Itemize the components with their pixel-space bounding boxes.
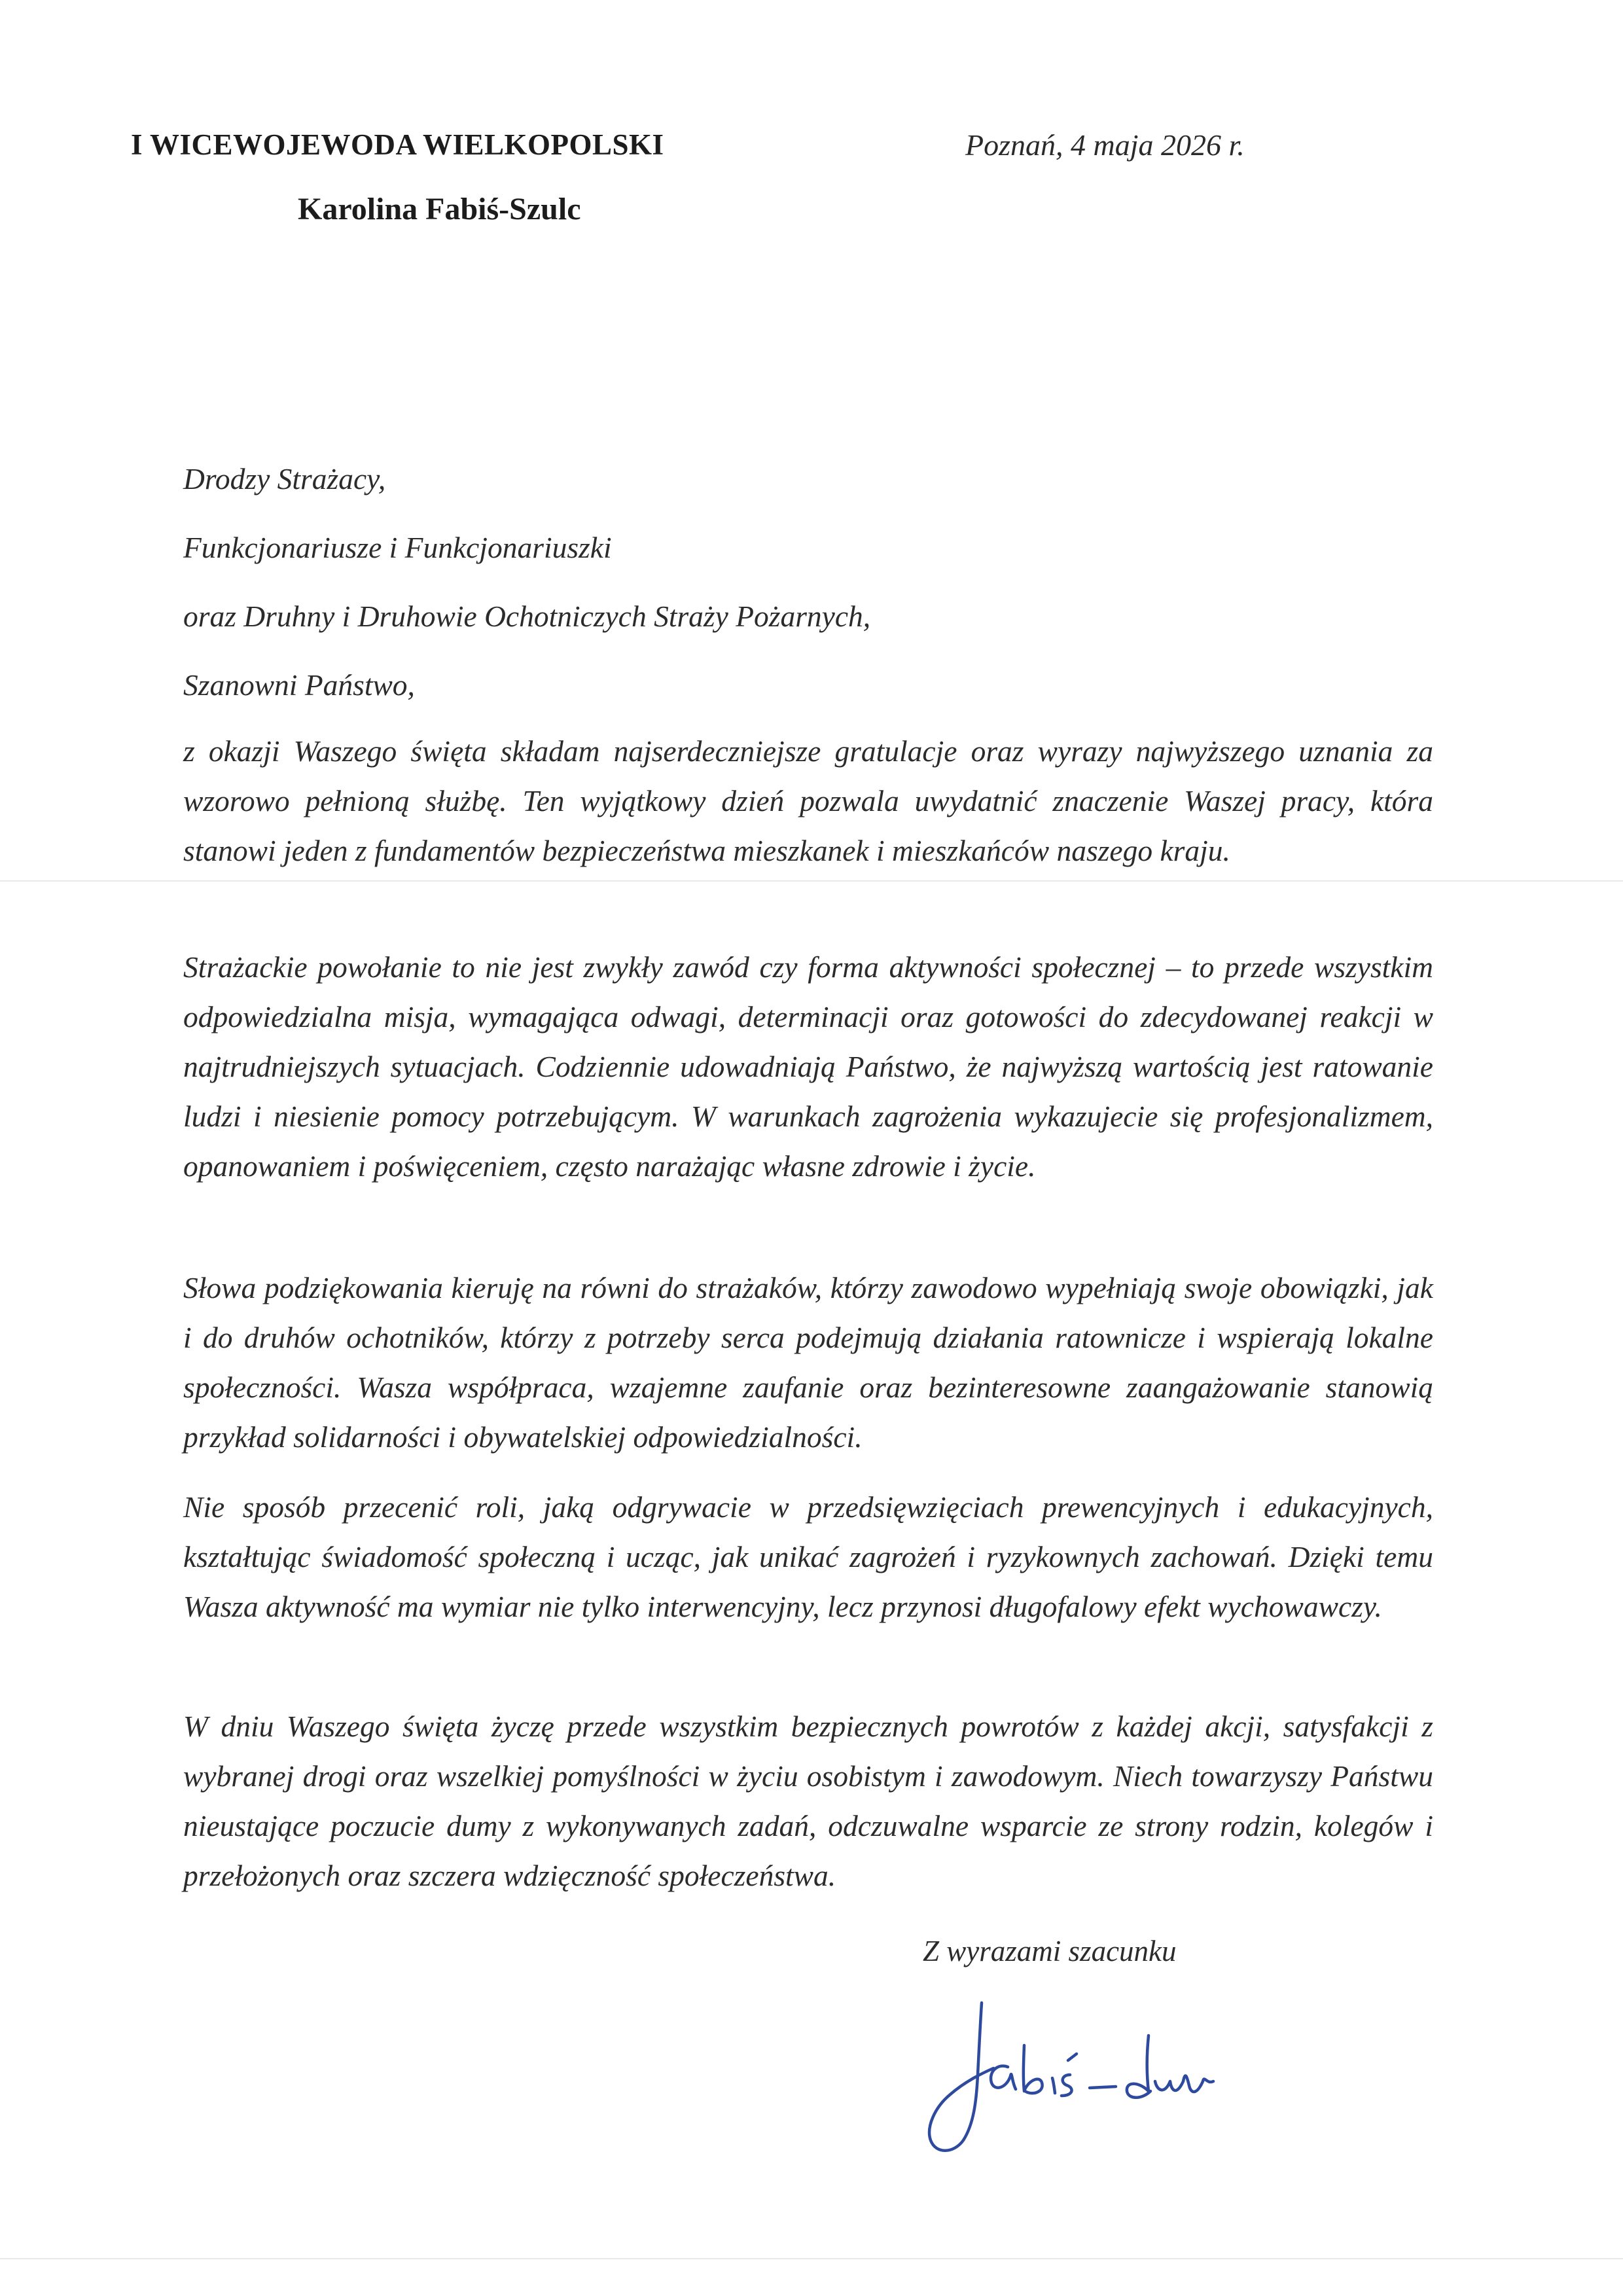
salutation-line: Funkcjonariusze i Funkcjonariuszki [183,531,612,564]
closing-phrase: Z wyrazami szacunku [923,1935,1177,1967]
salutation-line: Drodzy Strażacy, [183,462,386,495]
paragraph: z okazji Waszego święta składam najserdeczniejsze gratulacje oraz wyrazy najwyższego uznania za wzorowo pełnioną służbę. Ten wyjątkowy dzień pozwala uwydatnić znaczenie Waszej pracy, która stanowi jeden z fundamentów bezpieczeństwa mieszkanek i mieszkańców naszego kraju. [183,734,1433,867]
salutation-line: Szanowni Państwo, [183,668,415,702]
paragraph: Nie sposób przecenić roli, jaką odgrywacie w przedsięwzięciach prewencyjnych i edukacyjnych, kształtując świadomość społeczną i ucząc, jak unikać zagrożeń i ryzykownych zachowań. Dzięki temu Wasza aktywność ma wymiar nie tylko interwencyjny, lecz przynosi długofalowy efekt wychowawczy. [183,1490,1433,1623]
scan-artifact-line [0,2258,1623,2259]
official-name: Karolina Fabiś-Szulc [298,192,581,226]
salutation-line: oraz Druhny i Druhowie Ochotniczych Straży Pożarnych, [183,600,871,633]
paragraph: Słowa podziękowania kieruję na równi do strażaków, którzy zawodowo wypełniają swoje obowiązki, jak i do druhów ochotników, którzy z potrzeby serca podejmują działania ratownicze i wspierają lokalne społeczności. Wasza współpraca, wzajemne zaufanie oraz bezinteresowne zaangażowanie stanowią przykład solidarności i obywatelskiej odpowiedzialności. [183,1271,1433,1454]
scan-artifact-line [0,880,1623,882]
paragraph: W dniu Waszego święta życzę przede wszystkim bezpiecznych powrotów z każdej akcji, satysfakcji z wybranej drogi oraz wszelkiej pomyślności w życiu osobistym i zawodowym. Niech towarzyszy Państwu nieustające poczucie dumy z wykonywanych zadań, odczuwalne wsparcie ze strony rodzin, kolegów i przełożonych oraz szczera wdzięczność społeczeństwa. [183,1710,1433,1892]
place-and-date: Poznań, 4 maja 2026 r. [965,128,1245,162]
office-title: I WICEWOJEWODA WIELKOPOLSKI [131,128,664,161]
handwritten-signature [890,1983,1257,2179]
paragraph: Strażackie powołanie to nie jest zwykły zawód czy forma aktywności społecznej – to przede wszystkim odpowiedzialna misja, wymagająca odwagi, determinacji oraz gotowości do zdecydowanej reakcji w najtrudniejszych sytuacjach. Codziennie udowadniają Państwo, że najwyższą wartością jest ratowanie ludzi i niesienie pomocy potrzebującym. W warunkach zagrożenia wykazujecie się profesjonalizmem, opanowaniem i poświęceniem, często narażając własne zdrowie i życie. [183,950,1433,1183]
